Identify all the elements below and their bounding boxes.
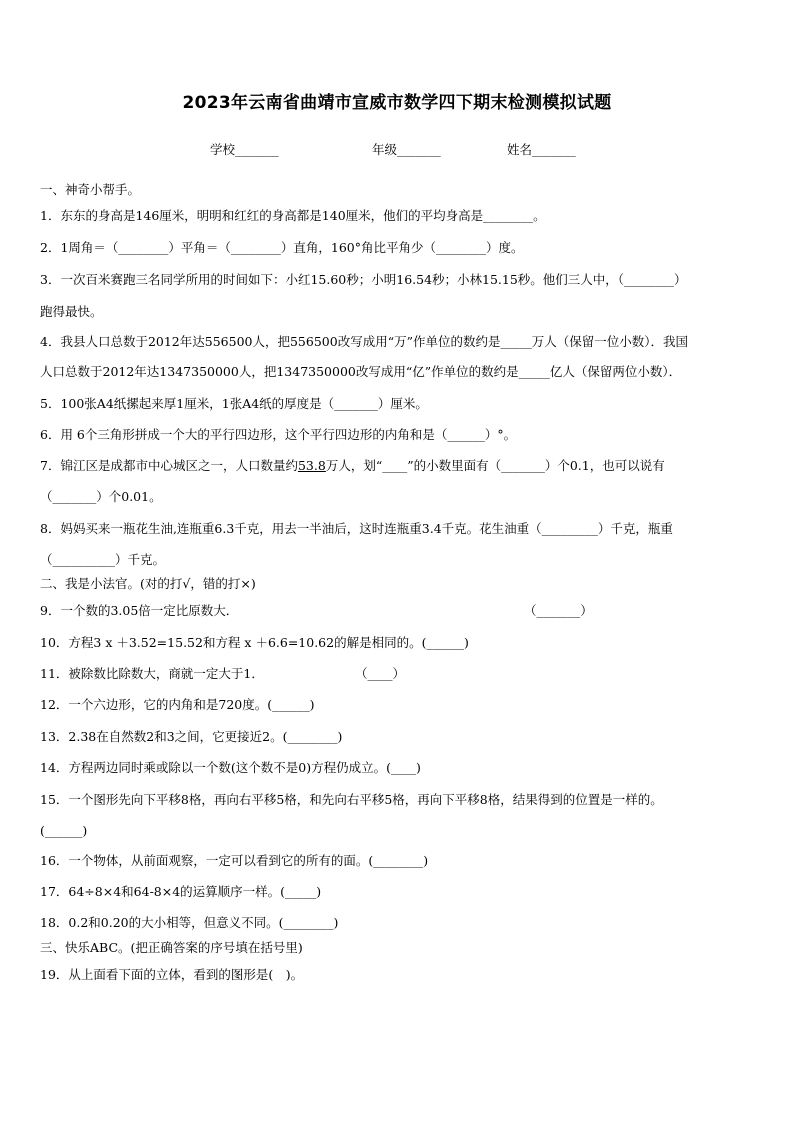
section-heading-2: 二、我是小法官。(对的打√，错的打×)	[40, 576, 256, 591]
question-9: 9．一个数的3.05倍一定比原数大．	[40, 603, 239, 618]
question-6: 6．用 6个三角形拼成一个大的平行四边形，这个平行四边形的内角和是（______）°。	[40, 427, 517, 442]
question-11: 11．被除数比除数大，商就一定大于1．	[40, 666, 264, 681]
question-12: 12．一个六边形，它的内角和是720度。(______)	[40, 697, 315, 712]
question-7-text-a: 7．锦江区是成都市中心城区之一，人口数量约	[40, 458, 298, 473]
question-7-line-2: （_______）个0.01。	[40, 489, 162, 504]
grade-field: 年级_______	[372, 142, 441, 157]
question-15-line-2: (______)	[40, 823, 88, 838]
question-16: 16．一个物体，从前面观察，一定可以看到它的所有的面。(________)	[40, 853, 429, 868]
question-4-line-1: 4．我县人口总数于2012年达556500人，把556500改写成用“万”作单位的数约是_____万人（保留一位小数）．我国	[40, 334, 688, 349]
question-5: 5．100张A4纸摞起来厚1厘米，1张A4纸的厚度是（_______）厘米。	[40, 396, 428, 411]
question-11-answer-blank: （____）	[355, 666, 406, 681]
section-heading-1: 一、神奇小帮手。	[40, 182, 141, 197]
school-field: 学校_______	[210, 142, 279, 157]
question-17: 17．64÷8×4和64-8×4的运算顺序一样。(_____)	[40, 884, 322, 899]
name-field: 姓名_______	[507, 142, 576, 157]
question-4-line-2: 人口总数于2012年达1347350000人，把1347350000改写成用“亿”作单位的数约是_____亿人（保留两位小数）．	[40, 364, 682, 379]
question-9-answer-blank: （_______）	[524, 603, 593, 618]
question-7-text-b: 万人，划“____”的小数里面有（_______）个0.1，也可以说有	[325, 458, 665, 473]
section-heading-3: 三、快乐ABC。(把正确答案的序号填在括号里)	[40, 940, 303, 955]
question-10: 10．方程3 x ＋3.52=15.52和方程 x ＋6.6=10.62的解是相同的。(______)	[40, 635, 469, 650]
question-1: 1．东东的身高是146厘米，明明和红红的身高都是140厘米，他们的平均身高是________。	[40, 208, 546, 223]
question-8-line-2: （__________）千克。	[40, 552, 166, 567]
question-19: 19．从上面看下面的立体，看到的图形是( )。	[40, 967, 304, 982]
question-3-line-2: 跑得最快。	[40, 304, 103, 319]
question-8-line-1: 8．妈妈买来一瓶花生油,连瓶重6.3千克，用去一半油后，这时连瓶重3.4千克。花生油重（_________）千克，瓶重	[40, 521, 673, 536]
question-3-line-1: 3．一次百米赛跑三名同学所用的时间如下：小红15.60秒；小明16.54秒；小林15.15秒。他们三人中，（________）	[40, 272, 687, 287]
page-title: 2023年云南省曲靖市宣威市数学四下期末检测模拟试题	[182, 93, 612, 113]
question-7-underlined-number: 53.8	[297, 458, 326, 473]
question-2: 2．1周角＝（________）平角＝（________）直角，160°角比平角少（________）度。	[40, 240, 524, 255]
question-13: 13．2.38在自然数2和3之间，它更接近2。(________)	[40, 729, 343, 744]
question-14: 14．方程两边同时乘或除以一个数(这个数不是0)方程仍成立。(____)	[40, 760, 421, 775]
question-7-line-1	[40, 458, 758, 474]
question-15-line-1: 15．一个图形先向下平移8格，再向右平移5格，和先向右平移5格，再向下平移8格，结果得到的位置是一样的。	[40, 792, 663, 807]
question-18: 18．0.2和0.20的大小相等，但意义不同。(________)	[40, 915, 339, 930]
